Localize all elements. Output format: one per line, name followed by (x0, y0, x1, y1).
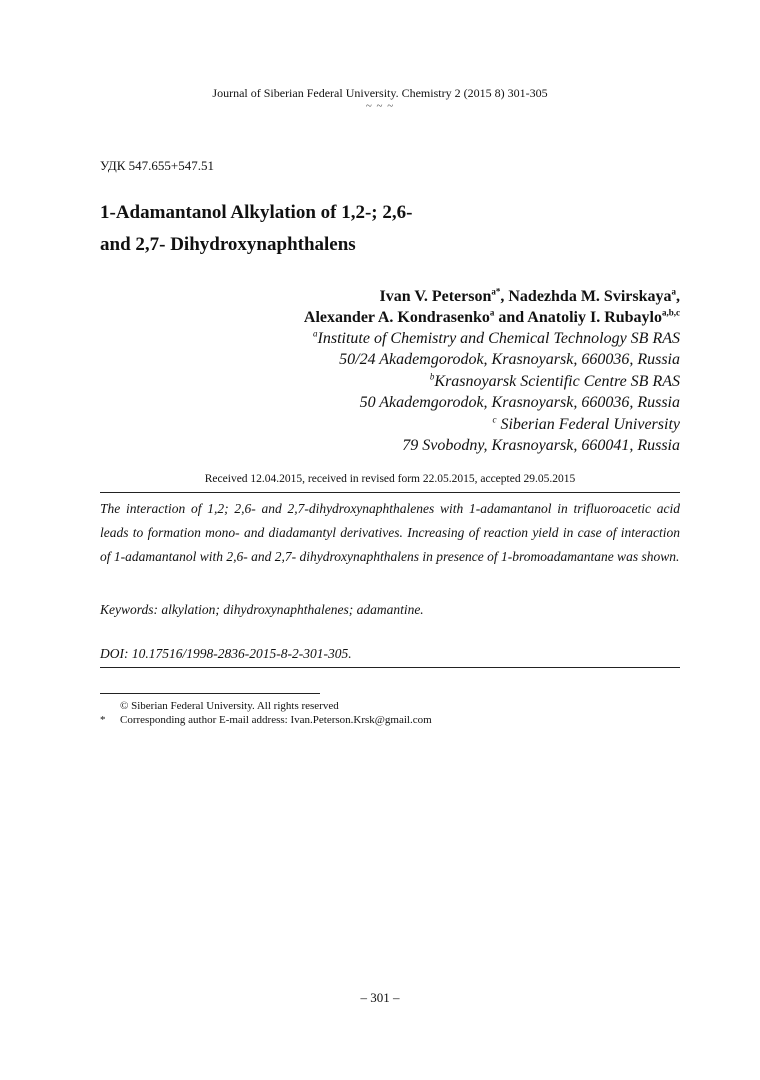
keywords: Keywords: alkylation; dihydroxynaphthalenes; adamantine. (100, 602, 424, 617)
corresponding-author-text: Corresponding author E-mail address: Ivan.Peterson.Krsk@gmail.com (120, 714, 432, 726)
footnote-rule (100, 693, 320, 694)
author-affil-mark: a (671, 286, 676, 297)
affiliation-name (120, 328, 680, 349)
footnote-mark: * (100, 714, 106, 726)
author-list (120, 286, 680, 328)
page-number: – 301 – (360, 990, 400, 1005)
abstract-bottom-rule (100, 667, 680, 668)
author-name: Nadezhda M. Svirskaya (508, 288, 672, 305)
author-name: Alexander A. Kondrasenko (303, 309, 490, 326)
author-name: Ivan V. Peterson (379, 288, 492, 305)
affiliation-mark: c (492, 414, 497, 425)
author-name: Anatoliy I. Rubaylo (527, 309, 662, 326)
affiliation-address: 50/24 Akademgorodok, Krasnoyarsk, 660036, Russia (339, 351, 680, 369)
affiliation-text: Institute of Chemistry and Chemical Technology SB RAS (317, 330, 680, 347)
footnote-copyright (100, 699, 339, 713)
affiliation-name (120, 414, 680, 435)
footnote-corresponding (100, 713, 432, 727)
author-affil-mark: a* (491, 286, 501, 297)
author-separator: , (500, 288, 509, 305)
title-line-1: 1-Adamantanol Alkylation of 1,2-; 2,6- (100, 202, 413, 223)
author-affil-mark: a (489, 307, 495, 318)
copyright-text: © Siberian Federal University. All rights reserved (120, 700, 339, 712)
title-line-2: and 2,7- Dihydroxynaphthalens (100, 234, 356, 255)
header-separator: ~ ~ ~ (365, 100, 395, 112)
received-dates: Received 12.04.2015, received in revised form 22.05.2015, accepted 29.05.2015 (204, 473, 576, 485)
doi-link[interactable]: DOI: 10.17516/1998-2836-2015-8-2-301-305. (100, 646, 352, 661)
author-separator: and (494, 309, 528, 326)
udk-code: УДК 547.655+547.51 (100, 158, 215, 173)
affiliation-text: Siberian Federal University (496, 415, 680, 433)
journal-header: Journal of Siberian Federal University. Chemistry 2 (2015 8) 301-305 (212, 86, 548, 100)
paper-title (100, 197, 500, 261)
abstract-text: The interaction of 1,2; 2,6- and 2,7-dihydroxynaphthalenes with 1-adamantanol in trifluoroacetic acid leads to formation mono- and diadamantyl derivatives. Increasing of reaction yield in case of interaction of 1-adamantanol with 2,6- and 2,7- dihydroxynaphthalens in presence of 1-bromoadamantane was shown. (100, 501, 680, 564)
affiliation-list (120, 328, 680, 456)
author-separator: , (676, 288, 680, 305)
affiliation-mark: a (313, 328, 318, 339)
affiliation-text: Krasnoyarsk Scientific Centre SB RAS (434, 372, 680, 390)
abstract-top-rule (100, 492, 680, 493)
affiliation-name (120, 371, 680, 392)
affiliation-address: 50 Akademgorodok, Krasnoyarsk, 660036, Russia (359, 394, 680, 412)
author-affil-mark: a,b,c (662, 307, 680, 318)
affiliation-mark: b (429, 371, 435, 382)
affiliation-address: 79 Svobodny, Krasnoyarsk, 660041, Russia (402, 437, 680, 455)
